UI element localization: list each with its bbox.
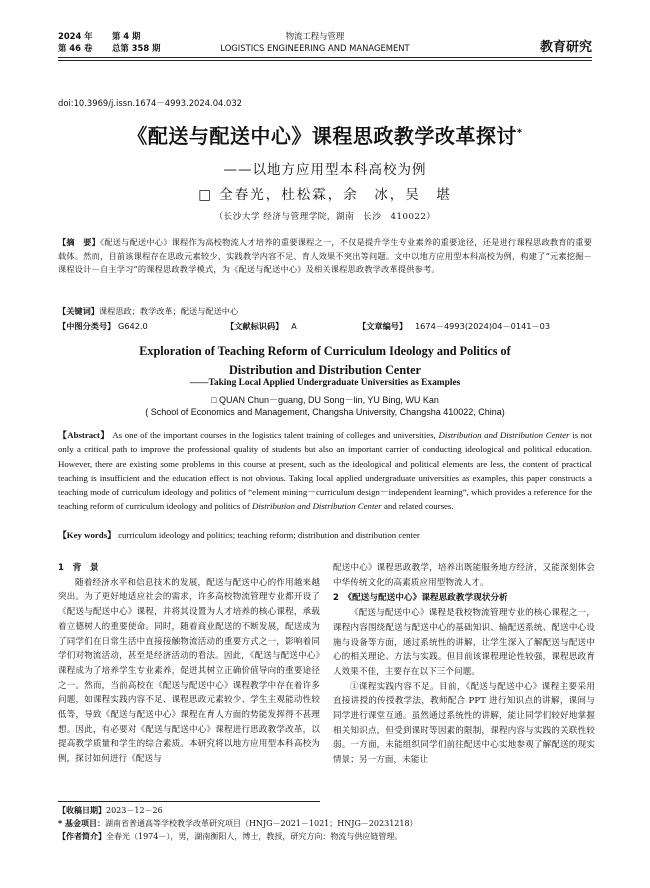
- keywords-cn-label: 【关键词】: [58, 306, 99, 316]
- abstract-cn-text: 《配送与配送中心》课程作为高校物流人才培养的重要课程之一，不仅是提升学生专业素养的重要途径，还是进行课程思政教育的重要载体。然而，目前该课程存在思政元素较少、实践教学内容不足、育人效果不突出等问题。文中以地方应用型本科高校为例，构建了“元素挖掘－课程设计－自主学习”的课程思政教学模式，为《配送与配送中心》及相关课程思政教学改革提供参考。: [58, 237, 592, 275]
- article-no-label: 【文章编号】: [358, 321, 408, 331]
- footnotes: [58, 804, 592, 844]
- keywords-en-label: 【Key words】: [58, 530, 116, 540]
- section-1-paragraph: 随着经济水平和信息技术的发展，配送与配送中心的作用越来越突出。为了更好地适应社会的需求，许多高校物流管理专业都开设了《配送与配送中心》课程，并将其设置为人才培养的核心课程，承载着立德树人的重要使命。同时，随着商业配送的不断发展，配送成为了同学们在日常生活中直接接触物流活动的重要方式之一，影响着同学们对物流活动，甚至是经济活动的看法。因此，《配送与配送中心》课程成为了培养学生专业素养，促进其树立正确价值导向的重要途径之一。然而，当前高校在《配送与配送中心》课程教学中存在着许多问题，如课程实践内容不足、课程思政元素较少、学生主观能动性较低等，导致《配送与配送中心》课程在育人方面的势能发挥得不甚理想。因此，有必要对《配送与配送中心》课程进行思政教学改革，以提高教学质量和学生的综合素质。本研究将以地方应用型本科高校为例，探讨如何进行《配送与: [58, 577, 320, 765]
- journal-name: [210, 30, 420, 54]
- received-label: 【收稿日期】: [58, 806, 106, 815]
- body-column-left: [58, 561, 320, 767]
- article-no-value: 1674－4993(2024)04－0141－03: [414, 321, 551, 331]
- journal-name-cn: 物流工程与管理: [285, 31, 345, 41]
- affiliation-en: ( School of Economics and Management, Changsha University, Changsha 410022, China): [145, 407, 505, 417]
- abstract-cn-label: 【摘 要】: [58, 237, 101, 247]
- abstract-en-text-3: and related courses.: [383, 501, 454, 512]
- section-2-paragraph-1: 《配送与配送中心》课程是我校物流管理专业的核心课程之一，课程内容围绕配送与配送中心的基础知识、输配送系统、配送中心设施与设备等方面，通过系统性的讲解，让学生深入了解配送与配送中心的相关理论、方法与实践。但目前该课程理论性较强，课程思政育人效果不佳，主要存在以下三个问题。: [333, 608, 595, 677]
- received-value: 2023－12－26: [106, 806, 163, 815]
- keywords-en: [58, 529, 592, 542]
- footnote-rule: [58, 801, 320, 802]
- section-1-paragraph-continued: 配送中心》课程思政教学，培养出既能服务地方经济，又能深刻体会中华传统文化的高素质应用型物流人才。: [333, 563, 595, 588]
- authors-en: □ QUAN Chun－guang, DU Song－lin, YU Bing, WU Kan: [211, 395, 439, 405]
- year: 2024 年: [58, 31, 93, 41]
- paper-title-en-line2: Distribution and Distribution Center: [229, 362, 421, 377]
- paper-title-cn-text: 《配送与配送中心》课程思政教学改革探讨: [127, 124, 517, 148]
- paper-subtitle-cn: ——以地方应用型本科高校为例: [223, 162, 427, 178]
- authors-cn: □ 全春光，杜松霖，余 冰，吴 堪: [198, 187, 452, 203]
- abstract-en-text-2: is not only a critical path to improve the professional quality of students but also an important carrier of conducting ideological and political education. However, there are existing some problems in this course at present, such as the ideological and political elements are less, the content of practical teaching is insufficient and the education effect is not obvious. Taking local applied undergraduate universities as examples, this paper constructs a teaching mode of curriculum ideology and politics of “element mining－curriculum design－independent learning”, which provides a reference for the teaching reform of curriculum ideology and politics of: [58, 430, 593, 512]
- column-name: 教育研究: [539, 40, 592, 55]
- issue-number: 第 4 期: [112, 31, 141, 41]
- abstract-en-label: 【Abstract】: [58, 430, 110, 440]
- journal-name-en: LOGISTICS ENGINEERING AND MANAGEMENT: [220, 43, 410, 53]
- author-bio-value: 全春光（1974－），男，湖南衡阳人，博士，教授，研究方向：物流与供应链管理。: [106, 832, 403, 842]
- abstract-en: [58, 428, 592, 514]
- fund-label: * 基金项目：: [58, 819, 105, 829]
- header-rule: [58, 57, 592, 58]
- abstract-cn: [58, 236, 592, 277]
- abstract-en-text-1: As one of the important courses in the logistics talent training of colleges and universities,: [112, 430, 436, 440]
- affiliation-cn: （长沙大学 经济与管理学院，湖南 长沙 410022）: [214, 212, 436, 222]
- fund-value: 湖南省普通高等学校教学改革研究项目（HNJG－2021－1021；HNJG－20231218）: [104, 819, 418, 829]
- header-rule-thin: [58, 60, 592, 61]
- doi: doi:10.3969/j.issn.1674－4993.2024.04.032: [58, 98, 243, 108]
- received-date: [58, 804, 592, 817]
- issue-info: [58, 30, 160, 54]
- paper-title-cn: [0, 120, 650, 149]
- keywords-en-text: curriculum ideology and politics; teaching reform; distribution and distribution center: [118, 530, 420, 540]
- author-bio-label: 【作者简介】: [58, 832, 106, 842]
- section-2-heading: 2 《配送与配送中心》课程思政教学现状分析: [333, 593, 508, 604]
- volume: 第 46 卷: [58, 43, 93, 53]
- fund-mark: *: [516, 127, 523, 139]
- section-1-heading: 1 背 景: [58, 563, 99, 573]
- paper-subtitle-en: ——Taking Local Applied Undergraduate Universities as Examples: [189, 378, 461, 388]
- section-2-paragraph-2: ①课程实践内容不足。目前，《配送与配送中心》课程主要采用直接讲授的传授教学法，教师配合 PPT 进行知识点的讲解，课间与同学进行课堂互通。虽然通过系统性的讲解，能让同学们较好地掌握相关知识点，但受到课时等因素的限制，课程内容与实践的关联性较弱。一方面，未能组织同学们前往配送中心实地参观了解配送的现实情景；另一方面，未能让: [333, 681, 595, 766]
- keywords-cn-text: 课程思政；教学改革；配送与配送中心: [98, 306, 239, 316]
- clc-label: 【中图分类号】: [58, 321, 116, 331]
- abstract-en-italic-2: Distribution and Distribution Center: [251, 501, 382, 512]
- keywords-cn: [58, 305, 592, 318]
- abstract-en-italic-1: Distribution and Distribution Center: [438, 430, 570, 440]
- body-column-right: [333, 561, 595, 768]
- author-bio: [58, 830, 592, 843]
- doc-code-label: 【文献标识码】: [226, 321, 284, 331]
- paper-title-en-line1: Exploration of Teaching Reform of Curriculum Ideology and Politics of: [139, 344, 511, 358]
- paper-title-en: [0, 342, 650, 379]
- total-issue: 总第 358 期: [112, 43, 161, 53]
- clc-value: G642.0: [117, 321, 148, 331]
- fund-project: [58, 817, 592, 830]
- doc-code-value: A: [291, 321, 297, 331]
